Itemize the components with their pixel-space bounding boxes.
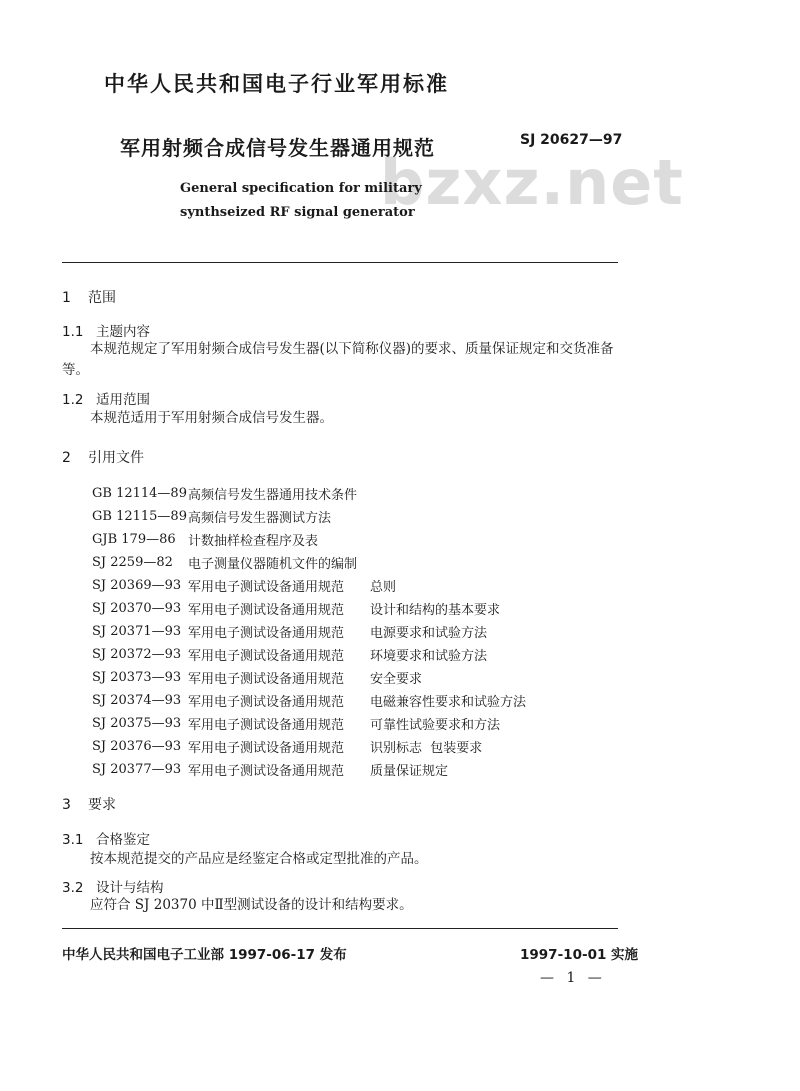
reference-row bbox=[92, 758, 526, 781]
reference-name: 军用电子测试设备通用规范 bbox=[188, 741, 345, 756]
section-title: 引用文件 bbox=[88, 450, 144, 466]
reference-row bbox=[92, 482, 526, 505]
document-title: 军用射频合成信号发生器通用规范 bbox=[120, 136, 435, 160]
reference-list bbox=[92, 482, 526, 781]
reference-subtitle: 电磁兼容性要求和试验方法 bbox=[370, 695, 527, 710]
section-2-heading bbox=[62, 447, 144, 467]
issuer-line: 中华人民共和国电子工业部 1997-06-17 发布 bbox=[62, 947, 347, 963]
reference-code: SJ 20374—93 bbox=[92, 693, 182, 708]
reference-row bbox=[92, 620, 526, 643]
section-title: 设计与结构 bbox=[96, 880, 164, 896]
reference-code: GJB 179—86 bbox=[92, 532, 176, 547]
section-number: 3.1 bbox=[62, 832, 84, 848]
reference-subtitle: 电源要求和试验方法 bbox=[370, 626, 488, 641]
reference-row bbox=[92, 666, 526, 689]
section-3-2-text: 应符合 SJ 20370 中Ⅱ型测试设备的设计和结构要求。 bbox=[90, 897, 413, 913]
header-divider bbox=[62, 262, 618, 263]
effective-date: 1997-10-01 实施 bbox=[520, 947, 639, 963]
section-3-heading bbox=[62, 794, 116, 814]
english-title bbox=[180, 177, 422, 225]
section-1-heading bbox=[62, 287, 116, 307]
reference-name: 电子测量仪器随机文件的编制 bbox=[188, 557, 358, 572]
reference-row bbox=[92, 689, 526, 712]
section-1-2-text: 本规范适用于军用射频合成信号发生器。 bbox=[90, 410, 333, 426]
reference-code: SJ 20370—93 bbox=[92, 601, 182, 616]
english-title-line-1: General specification for military bbox=[180, 181, 422, 196]
section-number: 1.2 bbox=[62, 392, 84, 408]
reference-row bbox=[92, 551, 526, 574]
reference-subtitle: 总则 bbox=[370, 580, 397, 595]
reference-subtitle: 质量保证规定 bbox=[370, 764, 449, 779]
footer-divider bbox=[62, 928, 618, 929]
reference-row bbox=[92, 597, 526, 620]
reference-name: 高频信号发生器通用技术条件 bbox=[188, 488, 358, 503]
section-number: 1 bbox=[62, 290, 71, 306]
reference-name: 军用电子测试设备通用规范 bbox=[188, 695, 345, 710]
reference-code: GB 12115—89 bbox=[92, 509, 187, 524]
section-title: 适用范围 bbox=[96, 392, 150, 408]
section-3-1-heading bbox=[62, 828, 150, 848]
reference-name: 军用电子测试设备通用规范 bbox=[188, 580, 345, 595]
section-3-1-text: 按本规范提交的产品应是经鉴定合格或定型批准的产品。 bbox=[90, 851, 428, 867]
document-code: SJ 20627—97 bbox=[520, 132, 623, 148]
reference-row bbox=[92, 528, 526, 551]
reference-subtitle: 设计和结构的基本要求 bbox=[370, 603, 501, 618]
reference-code: SJ 20371—93 bbox=[92, 624, 182, 639]
reference-code: SJ 20375—93 bbox=[92, 716, 182, 731]
english-title-line-2: synthseized RF signal generator bbox=[180, 205, 415, 220]
reference-code: GB 12114—89 bbox=[92, 486, 187, 501]
section-1-1-text: 本规范规定了军用射频合成信号发生器(以下简称仪器)的要求、质量保证规定和交货准备等。 bbox=[62, 341, 614, 378]
reference-name: 高频信号发生器测试方法 bbox=[188, 511, 332, 526]
reference-row bbox=[92, 574, 526, 597]
section-number: 3.2 bbox=[62, 880, 84, 896]
section-title: 要求 bbox=[88, 797, 116, 813]
reference-code: SJ 20377—93 bbox=[92, 762, 182, 777]
reference-subtitle: 环境要求和试验方法 bbox=[370, 649, 488, 664]
section-3-2-heading bbox=[62, 876, 164, 896]
reference-subtitle: 可靠性试验要求和方法 bbox=[370, 718, 501, 733]
reference-subtitle: 安全要求 bbox=[370, 672, 423, 687]
section-number: 2 bbox=[62, 450, 71, 466]
section-number: 3 bbox=[62, 797, 71, 813]
reference-name: 军用电子测试设备通用规范 bbox=[188, 672, 345, 687]
section-number: 1.1 bbox=[62, 324, 84, 340]
section-1-2-heading bbox=[62, 388, 150, 408]
section-1-1-heading bbox=[62, 320, 150, 340]
section-title: 主题内容 bbox=[96, 324, 150, 340]
section-title: 合格鉴定 bbox=[96, 832, 150, 848]
reference-code: SJ 20373—93 bbox=[92, 670, 182, 685]
standard-type-heading: 中华人民共和国电子行业军用标准 bbox=[104, 72, 449, 96]
reference-code: SJ 20376—93 bbox=[92, 739, 182, 754]
reference-name: 军用电子测试设备通用规范 bbox=[188, 626, 345, 641]
reference-name: 计数抽样检查程序及表 bbox=[188, 534, 319, 549]
section-title: 范围 bbox=[88, 290, 116, 306]
reference-row bbox=[92, 712, 526, 735]
reference-row bbox=[92, 643, 526, 666]
reference-row bbox=[92, 735, 526, 758]
reference-code: SJ 20369—93 bbox=[92, 578, 182, 593]
reference-name: 军用电子测试设备通用规范 bbox=[188, 764, 345, 779]
reference-name: 军用电子测试设备通用规范 bbox=[188, 718, 345, 733]
reference-name: 军用电子测试设备通用规范 bbox=[188, 603, 345, 618]
watermark: bzxz.net bbox=[380, 146, 684, 219]
page-number: — 1 — bbox=[540, 970, 606, 986]
reference-code: SJ 2259—82 bbox=[92, 555, 173, 570]
reference-row bbox=[92, 505, 526, 528]
reference-subtitle: 识别标志 包装要求 bbox=[370, 741, 483, 756]
reference-code: SJ 20372—93 bbox=[92, 647, 182, 662]
reference-name: 军用电子测试设备通用规范 bbox=[188, 649, 345, 664]
